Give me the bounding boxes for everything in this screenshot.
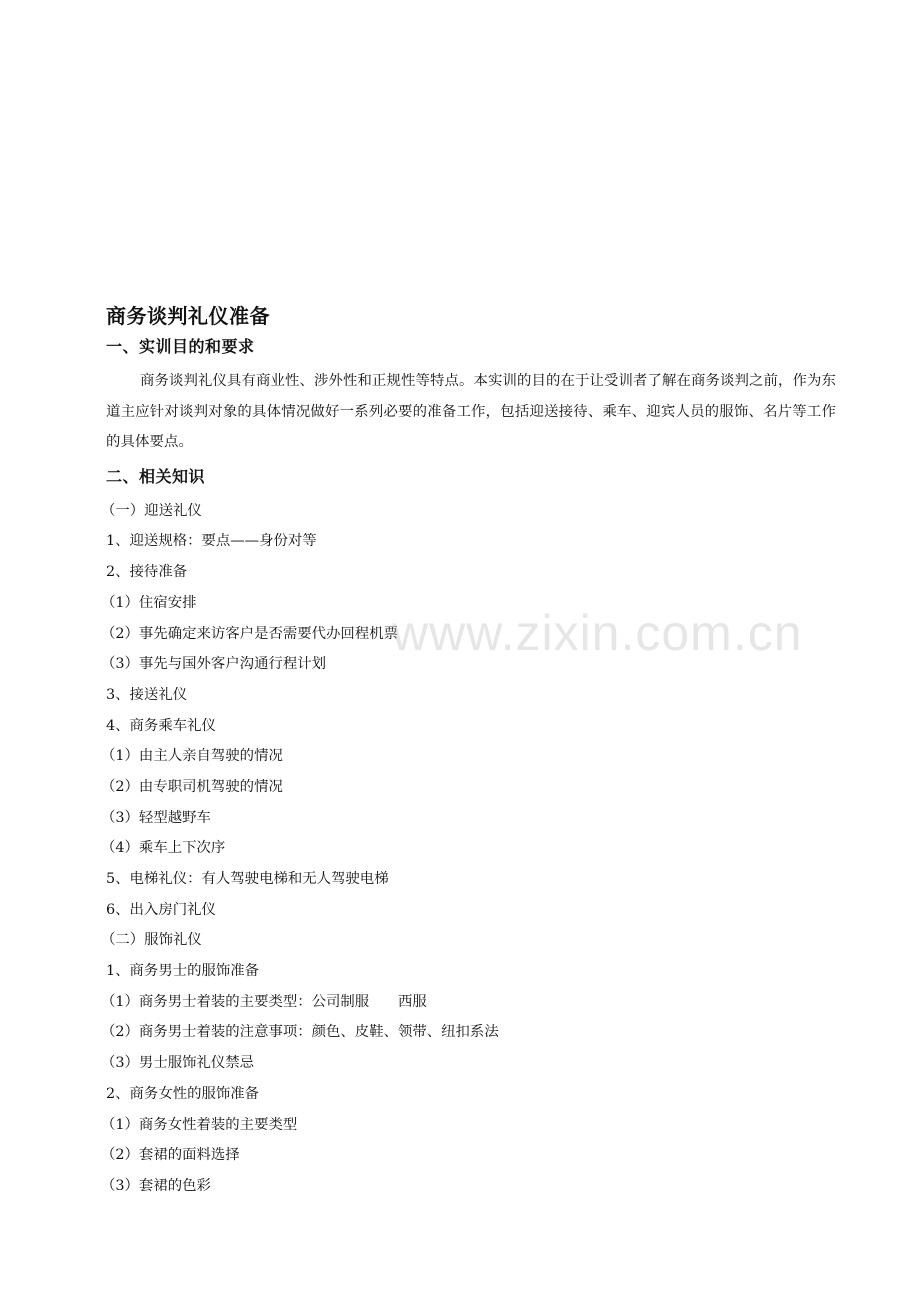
list-item: （1）商务男士着装的主要类型：公司制服 西服: [101, 993, 427, 1010]
list-item: 3、接送礼仪: [106, 686, 188, 703]
knowledge-list: [101, 496, 836, 1202]
list-item: （一）迎送礼仪: [101, 502, 202, 519]
list-item: （3）男士服饰礼仪禁忌: [101, 1055, 255, 1072]
list-item: 1、迎送规格：要点——身份对等: [106, 533, 317, 550]
list-item: 1、商务男士的服饰准备: [106, 963, 260, 980]
list-item: （1）商务女性着装的主要类型: [101, 1116, 298, 1133]
list-item: （2）套裙的面料选择: [101, 1147, 240, 1164]
list-item: （2）事先确定来访客户是否需要代办回程机票: [101, 625, 398, 642]
list-item: 5、电梯礼仪：有人驾驶电梯和无人驾驶电梯: [106, 871, 389, 888]
list-item: （1）由主人亲自驾驶的情况: [101, 748, 283, 765]
list-item: （4）乘车上下次序: [101, 840, 226, 857]
watermark: www.zixin.com.cn: [392, 605, 803, 661]
list-item: （1）住宿安排: [101, 594, 197, 611]
list-item: 2、商务女性的服饰准备: [106, 1085, 260, 1102]
document-title: 商务谈判礼仪准备: [106, 304, 270, 328]
list-item: （2）商务男士着装的注意事项：颜色、皮鞋、领带、纽扣系法: [101, 1024, 499, 1041]
objectives-paragraph: 商务谈判礼仪具有商业性、涉外性和正规性等特点。本实训的目的在于让受训者了解在商务谈判之前，作为东道主应针对谈判对象的具体情况做好一系列必要的准备工作，包括迎送接待、乘车、迎宾人员的服饰、名片等工作的具体要点。: [106, 373, 836, 451]
section-heading-knowledge: 二、相关知识: [106, 466, 206, 486]
list-item: （3）轻型越野车: [101, 809, 211, 826]
list-item: 6、出入房门礼仪: [106, 901, 216, 918]
document-page: [101, 304, 836, 1202]
section-heading-objectives: 一、实训目的和要求: [106, 337, 255, 356]
list-item: （3）套裙的色彩: [101, 1177, 211, 1194]
list-item: （2）由专职司机驾驶的情况: [101, 778, 283, 795]
list-item: 4、商务乘车礼仪: [106, 717, 216, 734]
list-item: （二）服饰礼仪: [101, 932, 202, 949]
list-item: （3）事先与国外客户沟通行程计划: [101, 656, 327, 673]
list-item: 2、接待准备: [106, 564, 188, 581]
